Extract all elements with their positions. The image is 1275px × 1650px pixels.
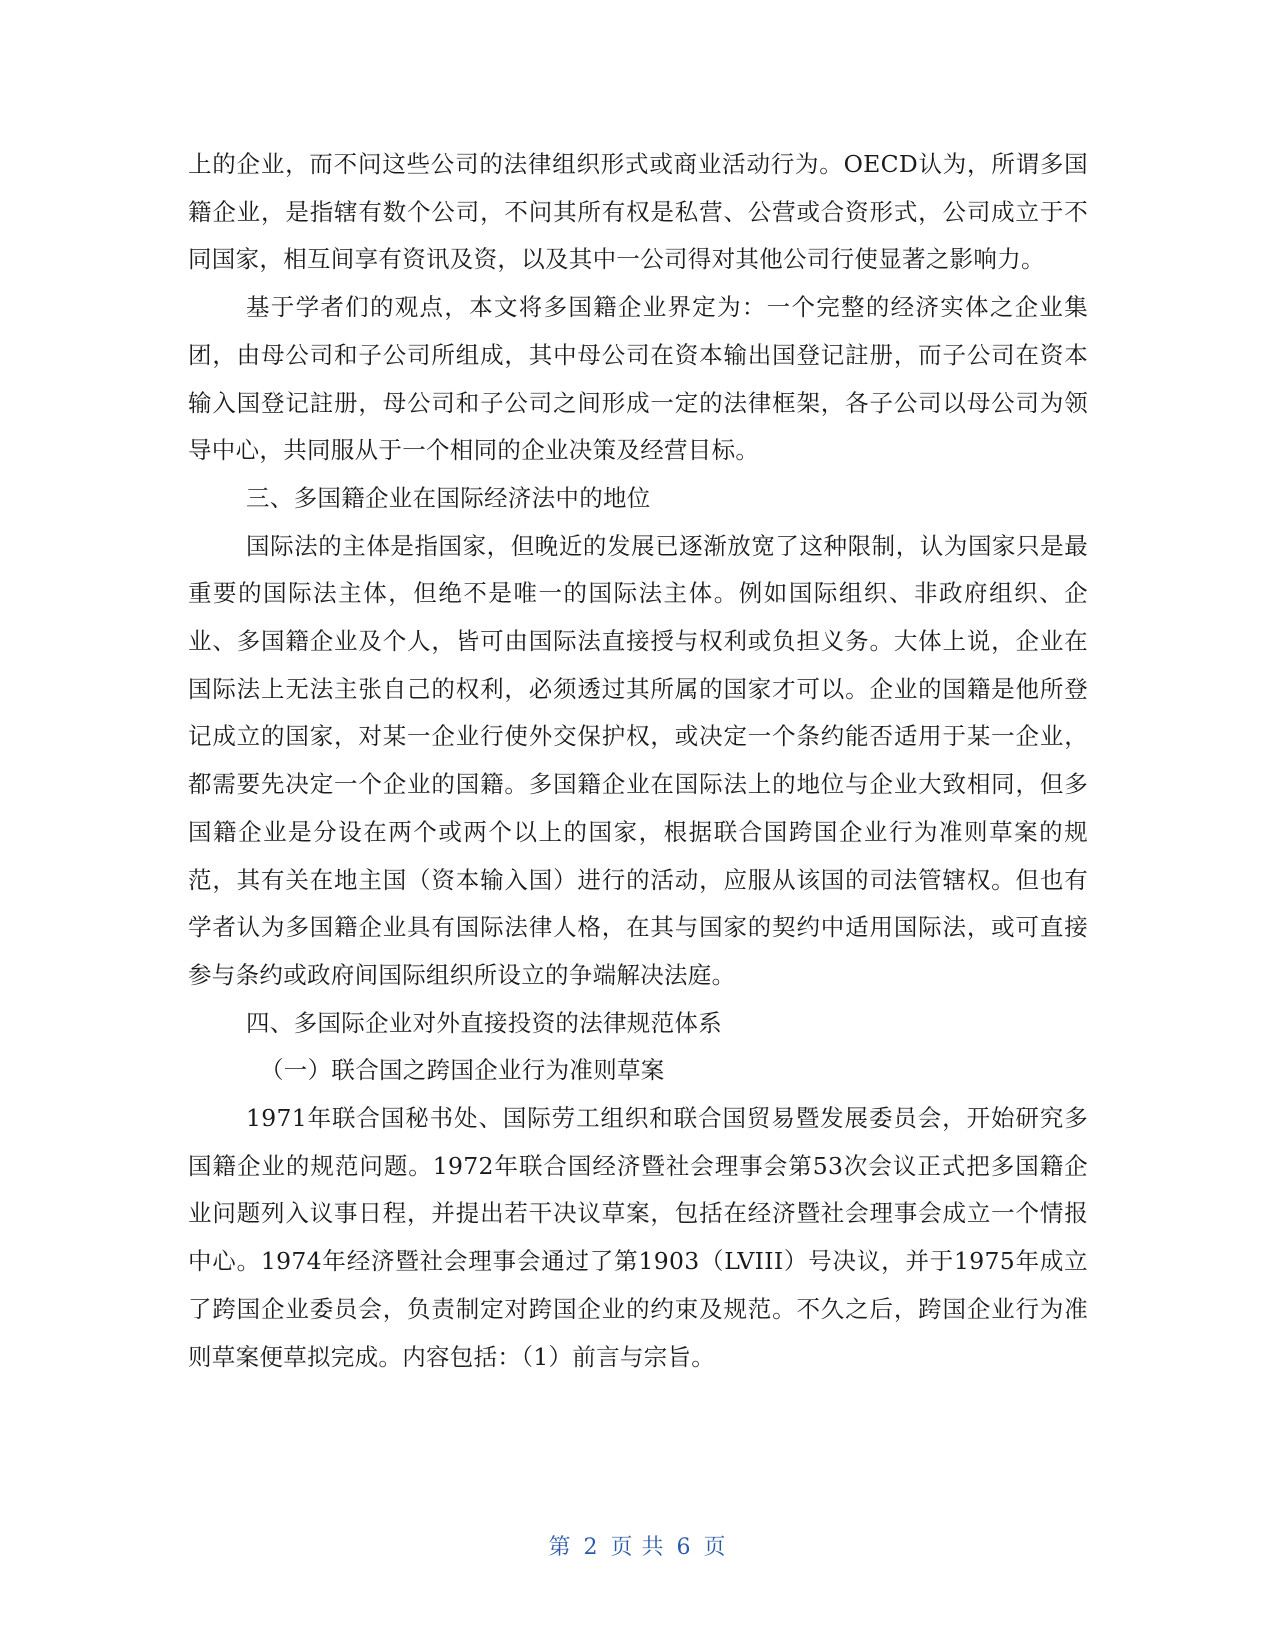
section-heading-4: 四、多国际企业对外直接投资的法律规范体系 [246, 1008, 722, 1037]
paragraph-2: 基于学者们的观点，本文将多国籍企业界定为：一个完整的经济实体之企业集团，由母公司和子公司所组成，其中母公司在资本输出国登记註册，而子公司在资本输入国登记註册，母公司和子公司之间形成一定的法律框架，各子公司以母公司为领导中心，共同服从于一个相同的企业决策及经营目标。 [188, 293, 1088, 465]
footer-page-number: 2 [583, 1535, 599, 1560]
paragraph-1: 上的企业，而不问这些公司的法律组织形式或商业活动行为。OECD认为，所谓多国籍企业，是指辖有数个公司，不问其所有权是私营、公营或合资形式，公司成立于不同国家，相互间享有资讯及资，以及其中一公司得对其他公司行使显著之影响力。 [188, 150, 1088, 274]
footer-middle: 页 共 [610, 1535, 665, 1560]
subsection-heading-1: （一）联合国之跨国企业行为准则草案 [260, 1056, 665, 1085]
paragraph-4: 国际法的主体是指国家，但晚近的发展已逐渐放宽了这种限制，认为国家只是最重要的国际法主体，但绝不是唯一的国际法主体。例如国际组织、非政府组织、企业、多国籍企业及个人，皆可由国际法直接授与权利或负担义务。大体上说，企业在国际法上无法主张自己的权利，必须透过其所属的国家才可以。企业的国籍是他所登记成立的国家，对某一企业行使外交保护权，或决定一个条约能否适用于某一企业，都需要先决定一个企业的国籍。多国籍企业在国际法上的地位与企业大致相同，但多国籍企业是分设在两个或两个以上的国家，根据联合国跨国企业行为准则草案的规范，其有关在地主国（资本输入国）进行的活动，应服从该国的司法管辖权。但也有学者认为多国籍企业具有国际法律人格，在其与国家的契约中适用国际法，或可直接参与条约或政府间国际组织所设立的争端解决法庭。 [188, 531, 1088, 989]
paragraph-7: 1971年联合国秘书处、国际劳工组织和联合国贸易暨发展委员会，开始研究多国籍企业的规范问题。1972年联合国经济暨社会理事会第53次会议正式把多国籍企业问题列入议事日程，并提出若干决议草案，包括在经济暨社会理事会成立一个情报中心。1974年经济暨社会理事会通过了第1903（LVIII）号决议，并于1975年成立了跨国企业委员会，负责制定对跨国企业的约束及规范。不久之后，跨国企业行为准则草案便草拟完成。内容包括：（1）前言与宗旨。 [188, 1104, 1088, 1371]
footer-total-pages: 6 [676, 1535, 692, 1560]
footer-suffix: 页 [703, 1535, 727, 1560]
footer-prefix: 第 [548, 1535, 572, 1560]
page-footer [0, 1530, 1275, 1561]
document-body [188, 141, 1088, 1381]
section-heading-3: 三、多国籍企业在国际经济法中的地位 [246, 483, 651, 512]
